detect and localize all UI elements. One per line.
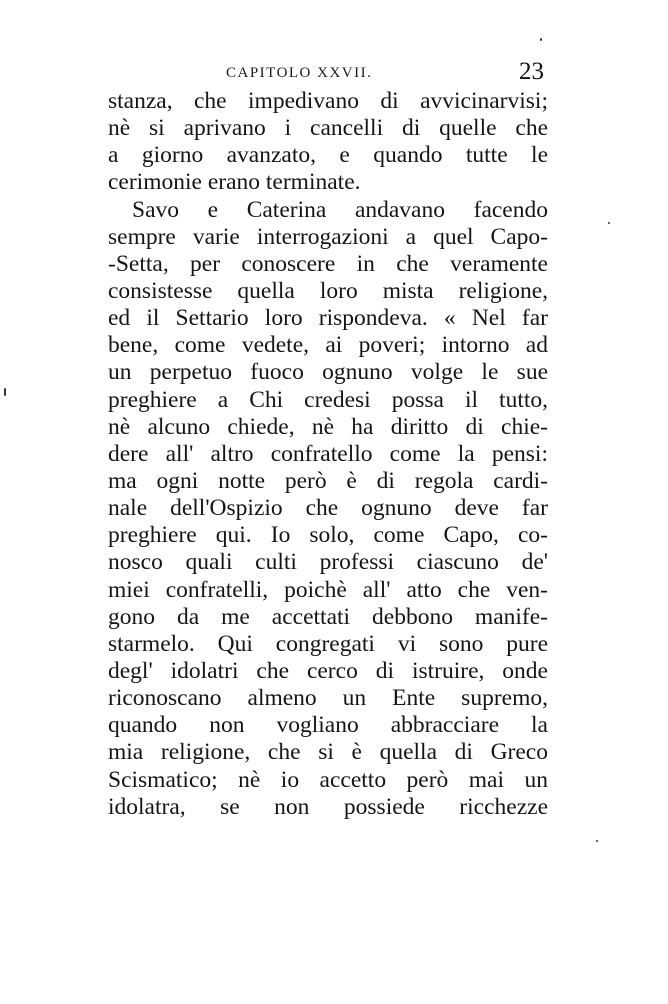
text-line: consistesse quella loro mista religione, xyxy=(108,277,548,304)
text-line: nosco quali culti professi ciascuno de' xyxy=(108,549,548,576)
text-line: riconoscano almeno un Ente supremo, xyxy=(108,685,548,712)
running-head: CAPITOLO XXVII. xyxy=(226,65,373,81)
paper-speck xyxy=(596,840,598,842)
text-line: stanza, che impedivano di avvicinarvisi; xyxy=(108,88,548,114)
text-line: ma ogni notte però è di regola cardi- xyxy=(108,467,548,494)
text-line: degl' idolatri che cerco di istruire, onde xyxy=(108,657,548,684)
page-number: 23 xyxy=(519,58,544,85)
text-line: cerimonie erano terminate. xyxy=(108,169,361,196)
text-line: preghiere qui. Io solo, come Capo, co- xyxy=(108,522,548,549)
text-line: -Setta, per conoscere in che veramente xyxy=(108,250,548,277)
body-text xyxy=(108,88,548,821)
page-header xyxy=(108,58,548,88)
text-line: a giorno avanzato, e quando tutte le xyxy=(108,142,548,169)
text-line: Savo e Caterina andavano facendo xyxy=(132,196,548,223)
text-line: gono da me accettati debbono manife- xyxy=(108,603,548,630)
text-line: nale dell'Ospizio che ognuno deve far xyxy=(108,495,548,522)
text-line: bene, come vedete, ai poveri; intorno ad xyxy=(108,332,548,359)
text-line: mia religione, che si è quella di Greco xyxy=(108,739,548,766)
paper-speck xyxy=(608,222,610,224)
text-line: nè si aprivano i cancelli di quelle che xyxy=(108,115,548,142)
text-line: Scismatico; nè io accetto però mai un xyxy=(108,766,548,793)
text-line: miei confratelli, poichè all' atto che ven- xyxy=(108,576,548,603)
text-line: starmelo. Qui congregati vi sono pure xyxy=(108,630,548,657)
text-line: preghiere a Chi credesi possa il tutto, xyxy=(108,386,548,413)
text-line: dere all' altro confratello come la pensi: xyxy=(108,440,548,467)
text-line: quando non vogliano abbracciare la xyxy=(108,712,548,739)
text-line: ed il Settario loro rispondeva. « Nel far xyxy=(108,305,548,332)
text-line: idolatra, se non possiede ricchezze xyxy=(108,793,548,820)
text-line: un perpetuo fuoco ognuno volge le sue xyxy=(108,359,548,386)
paper-speck xyxy=(4,388,6,396)
text-line: sempre varie interrogazioni a quel Capo- xyxy=(108,223,548,250)
text-line: nè alcuno chiede, nè ha diritto di chie- xyxy=(108,413,548,440)
paper-speck xyxy=(540,38,542,41)
